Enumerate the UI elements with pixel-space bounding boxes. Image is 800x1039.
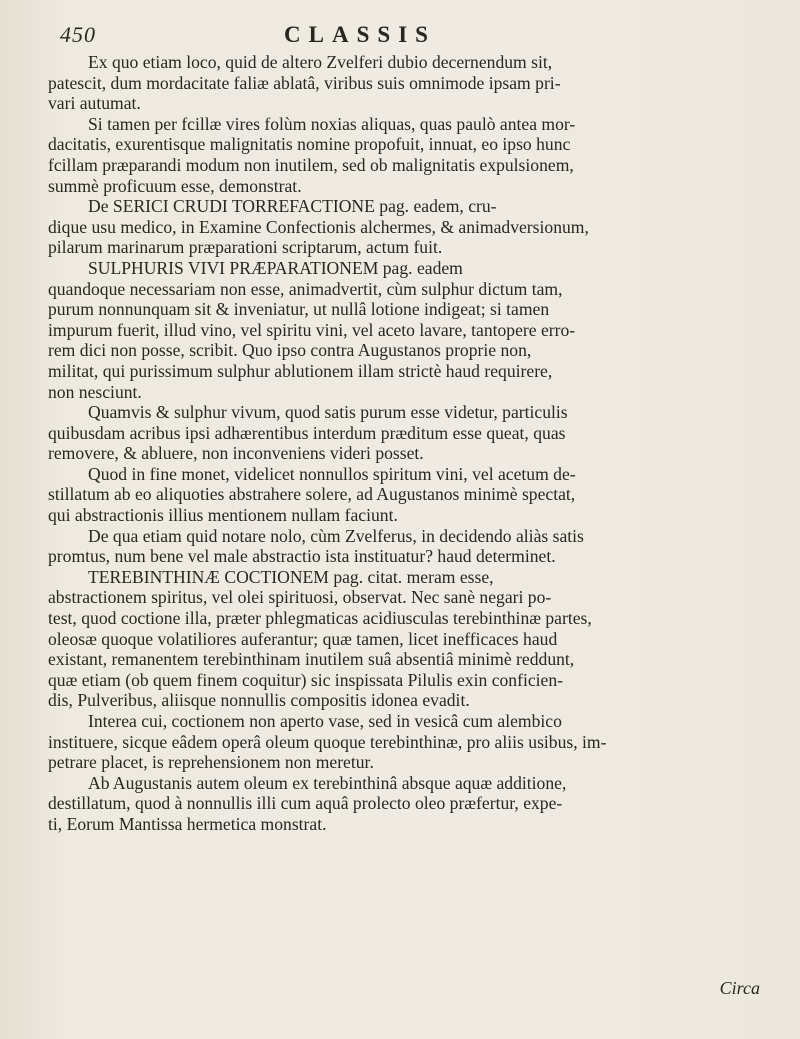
paragraph <box>48 196 766 258</box>
text-line: qui abstractionis illius mentionem nullam faciunt. <box>48 505 398 526</box>
text-line: stillatum ab eo aliquoties abstrahere solere, ad Augustanos minimè spectat, <box>48 484 576 505</box>
paragraph <box>48 773 766 835</box>
paragraph <box>48 114 766 196</box>
text-line: pilarum marinarum præparationi scriptarum, actum fuit. <box>48 237 443 258</box>
text-line: impurum fuerit, illud vino, vel spiritu vini, vel aceto lavare, tantopere erro- <box>48 319 576 340</box>
text-line: non nesciunt. <box>48 381 142 402</box>
page-number: 450 <box>60 22 96 47</box>
paragraph <box>48 258 766 402</box>
text-line: petrare placet, is reprehensionem non meretur. <box>48 752 374 773</box>
text-line: Quamvis & sulphur vivum, quod satis purum esse videtur, particulis <box>88 402 568 423</box>
text-line: purum nonnunquam sit & inveniatur, ut nullâ lotione indigeat; si tamen <box>48 299 550 320</box>
text-line: dique usu medico, in Examine Confectionis alchermes, & animadversionum, <box>48 216 589 237</box>
text-line: SULPHURIS VIVI PRÆPARATIONEM pag. eadem <box>88 257 463 278</box>
text-line: oleosæ quoque volatiliores auferantur; quæ tamen, licet inefficaces haud <box>48 628 558 649</box>
text-line: quibusdam acribus ipsi adhærentibus interdum præditum esse queat, quas <box>48 422 566 443</box>
text-line: quandoque necessariam non esse, animadvertit, cùm sulphur dictum tam, <box>48 278 563 299</box>
paragraph <box>48 464 766 526</box>
text-line: Interea cui, coctionem non aperto vase, sed in vesicâ cum alembico <box>88 711 562 731</box>
text-line: Si tamen per fcillæ vires folùm noxias aliquas, quas paulò antea mor- <box>88 113 576 134</box>
text-line: quæ etiam (ob quem finem coquitur) sic inspissata Pilulis exin conficien- <box>48 669 564 690</box>
paragraph <box>48 567 766 711</box>
text-line: rem dici non posse, scribit. Quo ipso contra Augustanos proprie non, <box>48 340 532 361</box>
catchword: Circa <box>719 978 760 998</box>
text-line: De qua etiam quid notare nolo, cùm Zvelferus, in decidendo aliàs satis <box>88 525 584 546</box>
paragraph <box>48 711 766 773</box>
text-line: De SERICI CRUDI TORREFACTIONE pag. eadem, cru- <box>88 196 497 217</box>
text-line: summè proficuum esse, demonstrat. <box>48 175 302 196</box>
text-line: dacitatis, exurentisque malignitatis nomine propofuit, innuat, eo ipso hunc <box>48 134 571 155</box>
page-header <box>60 22 760 52</box>
paragraph <box>48 402 766 464</box>
text-line: destillatum, quod à nonnullis illi cum aquâ prolecto oleo præfertur, expe- <box>48 793 563 814</box>
page-footer <box>60 978 760 1008</box>
text-line: patescit, dum mordacitate faliæ ablatâ, viribus suis omnimode ipsam pri- <box>48 72 561 93</box>
text-line: instituere, sicque eâdem operâ oleum quoque terebinthinæ, pro aliis usibus, im- <box>48 731 607 752</box>
running-title: CLASSIS <box>284 22 436 47</box>
text-line: dis, Pulveribus, aliisque nonnullis compositis idonea evadit. <box>48 690 470 711</box>
text-line: Ex quo etiam loco, quid de altero Zvelferi dubio decernendum sit, <box>88 52 553 72</box>
text-line: vari autumat. <box>48 93 141 114</box>
text-line: removere, & abluere, non inconveniens videri posset. <box>48 443 424 464</box>
paragraph <box>48 526 766 567</box>
text-line: fcillam præparandi modum non inutilem, sed ob malignitatis expulsionem, <box>48 154 574 175</box>
body-text <box>48 52 766 835</box>
text-line: TEREBINTHINÆ COCTIONEM pag. citat. meram esse, <box>88 566 494 587</box>
text-line: ti, Eorum Mantissa hermetica monstrat. <box>48 813 327 834</box>
paragraph <box>48 52 766 114</box>
text-line: test, quod coctione illa, præter phlegmaticas acidiusculas terebinthinæ partes, <box>48 608 592 629</box>
text-line: Quod in fine monet, videlicet nonnullos spiritum vini, vel acetum de- <box>88 463 576 484</box>
text-line: promtus, num bene vel male abstractio ista instituatur? haud determinet. <box>48 546 556 567</box>
text-line: Ab Augustanis autem oleum ex terebinthinâ absque aquæ additione, <box>88 772 567 793</box>
text-line: abstractionem spiritus, vel olei spirituosi, observat. Nec sanè negari po- <box>48 587 552 608</box>
text-line: militat, qui purissimum sulphur ablutionem illam strictè haud requirere, <box>48 360 553 381</box>
text-line: existant, remanentem terebinthinam inutilem suâ absentiâ minimè reddunt, <box>48 649 575 670</box>
